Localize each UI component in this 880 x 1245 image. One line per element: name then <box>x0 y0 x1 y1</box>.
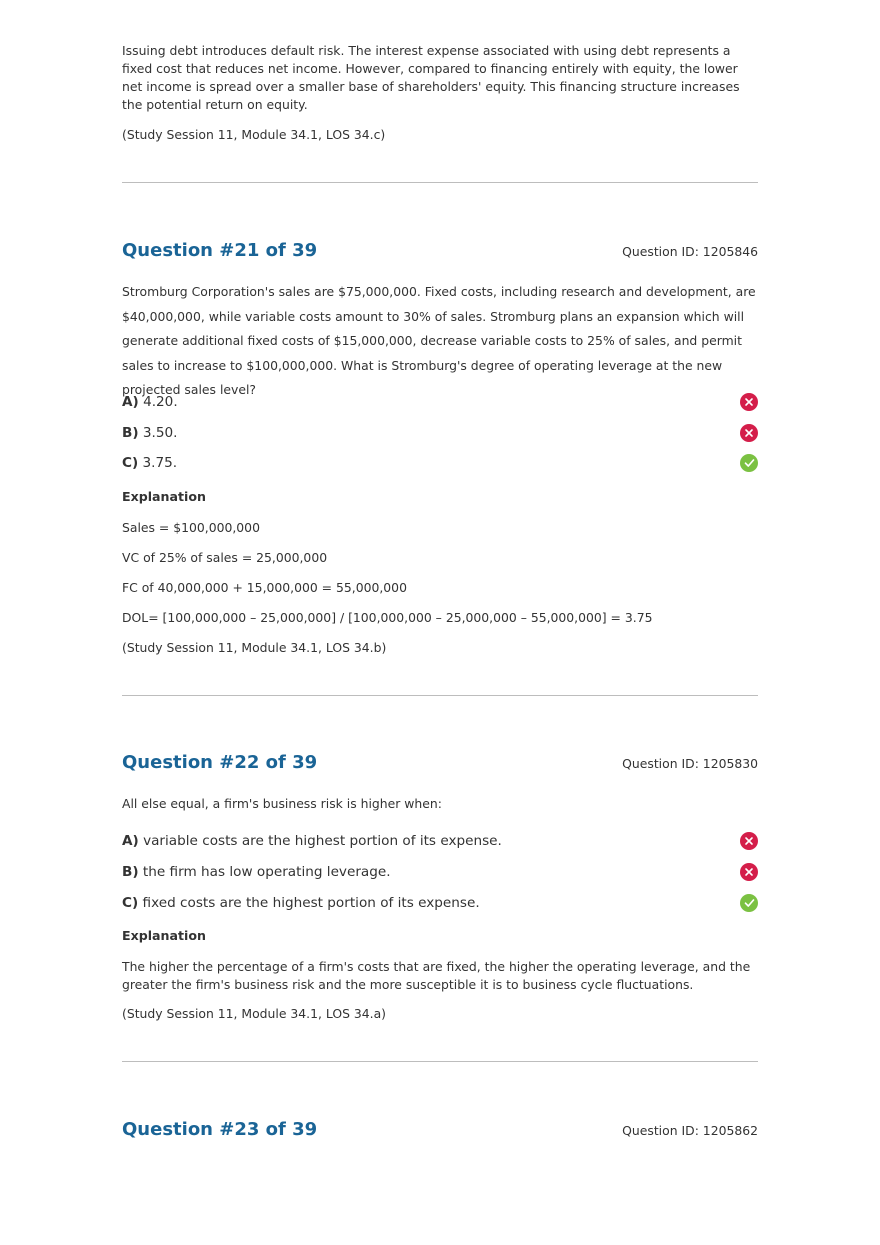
question-text: Stromburg Corporation's sales are $75,000,000. Fixed costs, including research and development, are $40,000,000, while variable costs amount to 30% of sales. Stromburg plans an expansion which will generate additional fixed costs of $15,000,000, decrease variable costs to 25% of sales, and permit sales to increase to $100,000,000. What is Stromburg's degree of operating leverage at the new projected sales level? <box>122 284 756 397</box>
explanation-line: The higher the percentage of a firm's costs that are fixed, the higher the operating leverage, and the greater the firm's business risk and the more susceptible it is to business cycle fluctuations. <box>122 959 751 992</box>
answer-choice-b[interactable] <box>122 418 758 449</box>
question-header <box>122 1119 758 1140</box>
answer-choice-b[interactable] <box>122 857 758 888</box>
explanation-line: Sales = $100,000,000 <box>122 520 260 535</box>
question-id: Question ID: 1205830 <box>622 756 758 771</box>
choice-text: 3.75. <box>142 455 178 472</box>
check-circle-icon <box>740 454 758 472</box>
question-reference: (Study Session 11, Module 34.1, LOS 34.b) <box>122 640 387 655</box>
choice-letter: A) <box>122 833 139 850</box>
choice-text: 3.50. <box>142 425 178 442</box>
question-id: Question ID: 1205862 <box>622 1123 758 1138</box>
choice-letter: B) <box>122 425 139 442</box>
explanation-line: FC of 40,000,000 + 15,000,000 = 55,000,000 <box>122 580 407 595</box>
question-title: Question #23 of 39 <box>122 1119 318 1140</box>
explanation-title: Explanation <box>122 489 206 504</box>
choice-letter: A) <box>122 394 139 411</box>
explanation-line: VC of 25% of sales = 25,000,000 <box>122 550 328 565</box>
x-circle-icon <box>740 863 758 881</box>
choice-letter: C) <box>122 455 139 472</box>
choice-text: 4.20. <box>143 394 178 411</box>
answer-choice-c[interactable] <box>122 448 758 479</box>
answer-choice-a[interactable] <box>122 387 758 418</box>
question-id: Question ID: 1205846 <box>622 244 758 259</box>
question-header <box>122 240 758 261</box>
check-circle-icon <box>740 894 758 912</box>
question-header <box>122 752 758 773</box>
divider <box>122 1061 758 1062</box>
choice-letter: C) <box>122 895 139 912</box>
question-text: All else equal, a firm's business risk is higher when: <box>122 796 442 811</box>
answer-choice-c[interactable] <box>122 888 758 919</box>
question-title: Question #22 of 39 <box>122 752 318 773</box>
question-reference: (Study Session 11, Module 34.1, LOS 34.a) <box>122 1006 387 1021</box>
answer-choice-a[interactable] <box>122 826 758 857</box>
x-circle-icon <box>740 393 758 411</box>
x-circle-icon <box>740 832 758 850</box>
intro-paragraph: Issuing debt introduces default risk. The interest expense associated with using debt represents a fixed cost that reduces net income. However, compared to financing entirely with equity, the lower net income is spread over a smaller base of shareholders' equity. This financing structure increases the potential return on equity. <box>122 43 740 112</box>
explanation-title: Explanation <box>122 928 206 943</box>
choice-text: fixed costs are the highest portion of its expense. <box>142 895 480 912</box>
intro-reference: (Study Session 11, Module 34.1, LOS 34.c) <box>122 127 386 142</box>
x-circle-icon <box>740 424 758 442</box>
question-title: Question #21 of 39 <box>122 240 318 261</box>
divider <box>122 182 758 183</box>
choice-text: variable costs are the highest portion of its expense. <box>143 833 502 850</box>
choice-letter: B) <box>122 864 139 881</box>
divider <box>122 695 758 696</box>
choice-text: the firm has low operating leverage. <box>142 864 391 881</box>
explanation-line: DOL= [100,000,000 – 25,000,000] / [100,000,000 – 25,000,000 – 55,000,000] = 3.75 <box>122 610 653 625</box>
